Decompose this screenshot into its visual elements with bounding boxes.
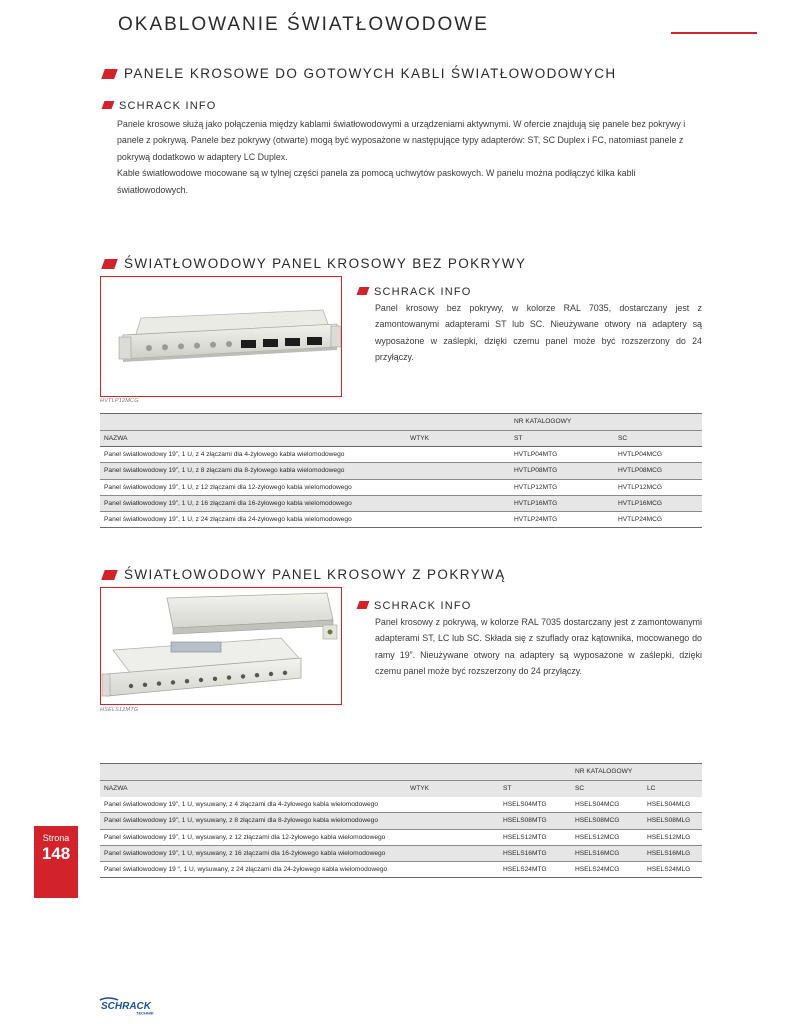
table-cell-lc: HSELS08MLG [643, 813, 702, 829]
table-cell-name: Panel światłowodowy 19”, 1 U, z 24 złączami dla 24-żyłowego kabla wielomodowego [100, 512, 406, 528]
table-row [100, 512, 702, 528]
schrack-logo [98, 996, 168, 1016]
table-cell-sc: HVTLP04MCG [614, 447, 702, 463]
info-marker-icon [357, 287, 370, 295]
table-cell-name: Panel światłowodowy 19”, 1 U, z 12 złączami dla 12-żyłowego kabla wielomodowego [100, 479, 406, 495]
table-header-name: NAZWA [100, 430, 406, 447]
section-marker-icon [101, 259, 118, 269]
table-cell-lc: HSELS24MLG [643, 862, 702, 878]
page-number-label: Strona [42, 833, 70, 843]
table-cell-st: HVTLP04MTG [510, 447, 614, 463]
page-title: OKABLOWANIE ŚWIATŁOWODOWE [118, 14, 489, 35]
table-row [100, 495, 702, 511]
table-row [100, 447, 702, 463]
section2-paragraph: Panel krosowy bez pokrywy, w kolorze RAL 7035, dostarczany jest z zamontowanymi adapterami ST lub SC. Nieużywane otwory na adaptery są wyposażone w zaślepki, dzięki czemu panel może być rozszerzony do 24 przyłączy. [375, 303, 702, 363]
table-cell-name: Panel światłowodowy 19”, 1 U, wysuwany, z 12 złączami dla 12-żyłowego kabla wielomodowego [100, 829, 406, 845]
table-cell-st: HVTLP08MTG [510, 463, 614, 479]
section2-image-caption: HVTLP12MCG [100, 398, 139, 404]
table-group-header: NR KATALOGOWY [510, 414, 702, 431]
table-cell-st: HVTLP24MTG [510, 512, 614, 528]
info-marker-icon [357, 601, 370, 609]
section1-paragraph1: Panele krosowe służą jako połączenia między kablami światłowodowymi a urządzeniami aktywnymi. W ofercie znajdują się panele bez pokrywy i panele z pokrywą. Panele bez pokrywy (otwarte) mogą być wyposażone w następujące typy adapterów: ST, SC Duplex i FC, natomiast panele z pokrywą dodatkowo w adaptery LC Duplex. [117, 119, 686, 162]
table-cell-st: HSELS12MTG [499, 829, 571, 845]
table-cell-st: HVTLP12MTG [510, 479, 614, 495]
section3-heading [103, 567, 506, 582]
section2-info-heading-text: SCHRACK INFO [374, 286, 472, 298]
table-row [100, 862, 702, 878]
section3-info-heading-text: SCHRACK INFO [374, 600, 472, 612]
section-marker-icon [101, 69, 118, 79]
table-cell-sc: HSELS04MCG [571, 797, 643, 813]
section3-image-caption: HSELS12MTG [100, 707, 139, 713]
header-rule [671, 32, 757, 34]
table-header-sc: SC [614, 430, 702, 447]
table-cell-sc: HVTLP24MCG [614, 512, 702, 528]
table-cell-sc: HSELS12MCG [571, 829, 643, 845]
section-marker-icon [101, 570, 118, 580]
section1-heading-text: PANELE KROSOWE DO GOTOWYCH KABLI ŚWIATŁOWODOWYCH [124, 66, 617, 81]
table-cell-lc: HSELS04MLG [643, 797, 702, 813]
table-cell-lc: HSELS12MLG [643, 829, 702, 845]
section2-table [100, 413, 702, 528]
section3-product-image [100, 587, 342, 705]
section1-info-heading [103, 100, 217, 112]
table-cell-sc: HVTLP16MCG [614, 495, 702, 511]
section1-heading [103, 66, 617, 81]
section3-table [100, 763, 702, 878]
section2-heading [103, 256, 526, 271]
table-cell-sc: HSELS08MCG [571, 813, 643, 829]
table-cell-st: HSELS16MTG [499, 845, 571, 861]
table-group-header: NR KATALOGOWY [571, 764, 702, 781]
table-header-plug: WTYK [406, 780, 499, 797]
table-header-plug: WTYK [406, 430, 510, 447]
table-row [100, 845, 702, 861]
table-cell-sc: HVTLP08MCG [614, 463, 702, 479]
table-cell-name: Panel światłowodowy 19”, 1 U, z 4 złączami dla 4-żyłowego kabla wielomodowego [100, 447, 406, 463]
section3-info-heading [358, 600, 472, 612]
section2-product-image [100, 276, 342, 397]
page-number-box [34, 826, 78, 898]
table-header-name: NAZWA [100, 780, 406, 797]
table-cell-name: Panel światłowodowy 19”, 1 U, z 8 złączami dla 8-żyłowego kabla wielomodowego [100, 463, 406, 479]
table-cell-st: HSELS04MTG [499, 797, 571, 813]
table-cell-st: HSELS24MTG [499, 862, 571, 878]
table-cell-st: HSELS08MTG [499, 813, 571, 829]
info-marker-icon [102, 101, 115, 109]
table-cell-sc: HVTLP12MCG [614, 479, 702, 495]
logo-text: SCHRACK [101, 1001, 151, 1012]
section1-info-heading-text: SCHRACK INFO [119, 100, 217, 112]
table-row [100, 797, 702, 813]
section1-body [117, 116, 702, 198]
table-row [100, 479, 702, 495]
table-cell-st: HVTLP16MTG [510, 495, 614, 511]
section2-heading-text: ŚWIATŁOWODOWY PANEL KROSOWY BEZ POKRYWY [124, 256, 527, 271]
table-cell-sc: HSELS24MCG [571, 862, 643, 878]
table-cell-name: Panel światłowodowy 19”, 1 U, wysuwany, z 16 złączami dla 16-żyłowego kabla wielomodowego [100, 845, 406, 861]
table-row [100, 463, 702, 479]
table-header-row [100, 430, 702, 447]
table-group-header-row [100, 764, 702, 781]
section1-paragraph2: Kable światłowodowe mocowane są w tylnej części panela za pomocą uchwytów paskowych. W panelu można podłączyć kilka kabli światłowodowych. [117, 168, 636, 195]
open-patch-panel-illustration [101, 277, 341, 396]
logo-subtext: TECHNIK [136, 1010, 154, 1016]
table-cell-name: Panel światłowodowy 19”, 1 U, z 16 złączami dla 16-żyłowego kabla wielomodowego [100, 495, 406, 511]
table-row [100, 813, 702, 829]
table-header-lc: LC [643, 780, 702, 797]
table-cell-name: Panel światłowodowy 19”, 1 U, wysuwany, z 8 złączami dla 8-żyłowego kabla wielomodowego [100, 813, 406, 829]
page-number: 148 [41, 844, 71, 863]
covered-patch-panel-illustration [101, 588, 341, 704]
table-cell-name: Panel światłowodowy 19”, 1 U, wysuwany, z 4 złączami dla 4-żyłowego kabla wielomodowego [100, 797, 406, 813]
section3-paragraph: Panel krosowy z pokrywą, w kolorze RAL 7035 dostarczany jest z zamontowanymi adapterami ST, LC lub SC. Składa się z szuflady oraz kątownika, mocowanego do ramy 19”. Nieużywane otwory na adaptery są wyposażone w zaślepki, dzięki czemu panel może być rozszerzony do 24 przyłączy. [375, 617, 702, 677]
table-row [100, 829, 702, 845]
table-cell-lc: HSELS16MLG [643, 845, 702, 861]
section2-info-heading [358, 286, 472, 298]
table-header-st: ST [499, 780, 571, 797]
table-header-sc: SC [571, 780, 643, 797]
table-header-row [100, 780, 702, 797]
table-header-st: ST [510, 430, 614, 447]
section3-heading-text: ŚWIATŁOWODOWY PANEL KROSOWY Z POKRYWĄ [124, 567, 506, 582]
table-group-header-row [100, 414, 702, 431]
table-cell-sc: HSELS16MCG [571, 845, 643, 861]
table-cell-name: Panel światłowodowy 19 “, 1 U, wysuwany, z 24 złączami dla 24-żyłowego kabla wielomodowego [100, 862, 406, 878]
